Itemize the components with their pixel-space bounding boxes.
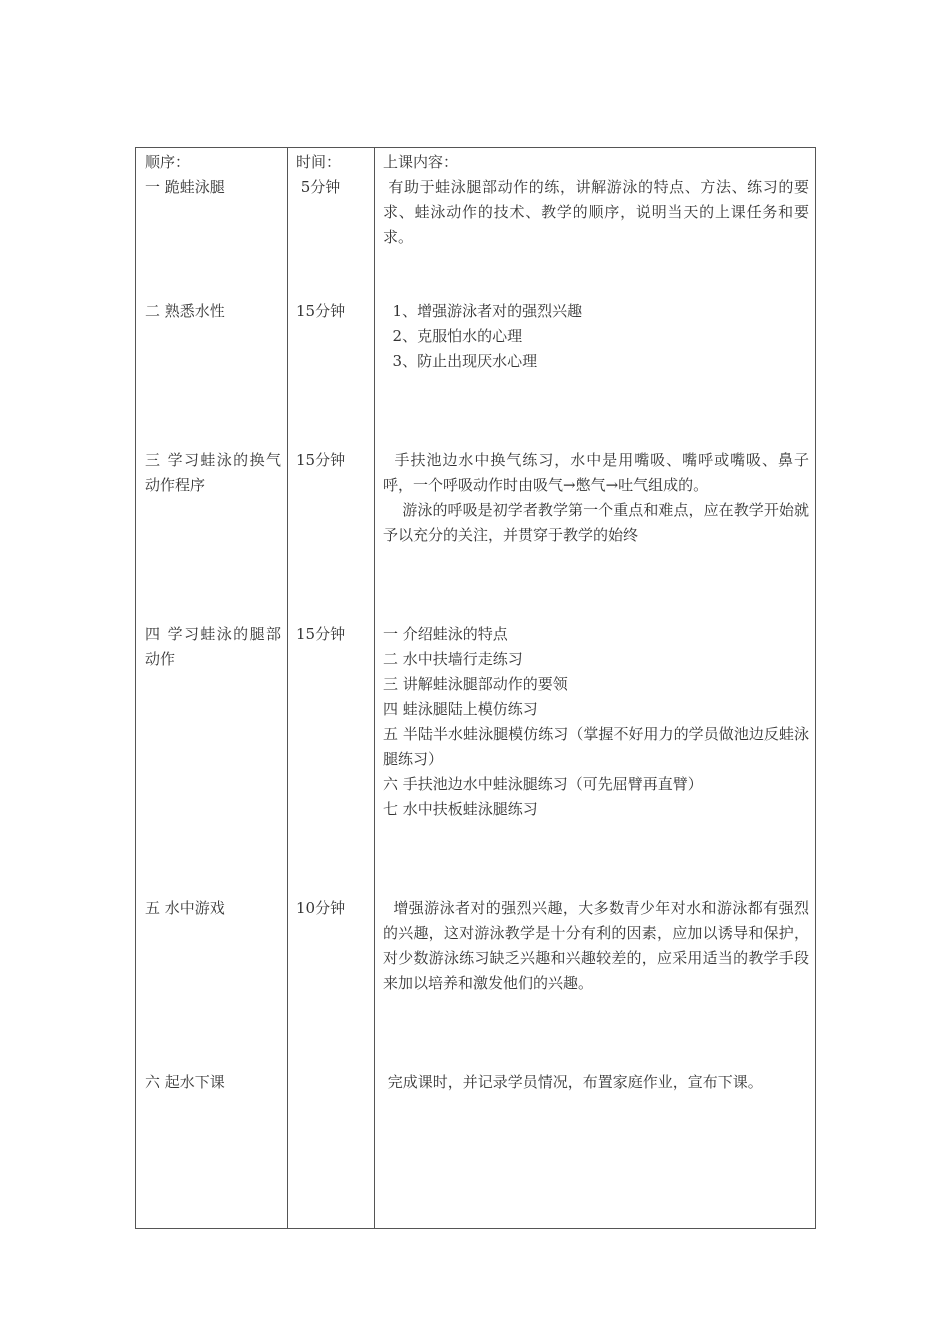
row-3-content xyxy=(383,448,809,548)
row-5-content: 增强游泳者对的强烈兴趣，大多数青少年对水和游泳都有强烈的兴趣，这对游泳教学是十分有利的因素，应加以诱导和保护，对少数游泳练习缺乏兴趣和兴趣较差的，应采用适当的教学手段来加以培养和激发他们的兴趣。 xyxy=(383,899,809,992)
content-line: 一 介绍蛙泳的特点 xyxy=(383,625,508,643)
row-3-time: 15分钟 xyxy=(296,451,346,469)
content-line: 六 手扶池边水中蛙泳腿练习（可先屈臂再直臂） xyxy=(383,775,703,793)
row-1-sequence: 一 跪蛙泳腿 xyxy=(145,178,225,196)
row-2-time: 15分钟 xyxy=(296,302,346,320)
content-line: 2、克服怕水的心理 xyxy=(383,327,523,345)
content-line: 三 讲解蛙泳腿部动作的要领 xyxy=(383,675,568,693)
column-divider xyxy=(374,148,375,1228)
row-2-sequence: 二 熟悉水性 xyxy=(145,302,225,320)
row-1-content: 有助于蛙泳腿部动作的练，讲解游泳的特点、方法、练习的要求、蛙泳动作的技术、教学的顺序，说明当天的上课任务和要求。 xyxy=(383,178,809,246)
content-line: 二 水中扶墙行走练习 xyxy=(383,650,523,668)
lesson-plan-table xyxy=(135,147,816,1229)
row-6-content: 完成课时，并记录学员情况，布置家庭作业，宣布下课。 xyxy=(383,1073,763,1091)
content-line: 五 半陆半水蛙泳腿模仿练习（掌握不好用力的学员做池边反蛙泳腿练习） xyxy=(383,725,809,768)
content-line: 七 水中扶板蛙泳腿练习 xyxy=(383,800,538,818)
row-4-time: 15分钟 xyxy=(296,625,346,643)
row-5-time: 10分钟 xyxy=(296,899,346,917)
row-3-sequence: 三 学习蛙泳的换气动作程序 xyxy=(145,451,281,494)
header-content: 上课内容： xyxy=(383,153,459,171)
row-4-sequence: 四 学习蛙泳的腿部动作 xyxy=(145,625,281,668)
row-1-time: 5分钟 xyxy=(296,178,341,196)
row-2-content xyxy=(383,299,809,374)
column-divider xyxy=(287,148,288,1228)
header-time: 时间： xyxy=(296,153,342,171)
content-line: 四 蛙泳腿陆上模仿练习 xyxy=(383,700,538,718)
content-paragraph: 手扶池边水中换气练习，水中是用嘴吸、嘴呼或嘴吸、鼻子呼，一个呼吸动作时由吸气→憋气→吐气组成的。 xyxy=(383,451,809,494)
row-6-sequence: 六 起水下课 xyxy=(145,1073,225,1091)
row-4-content xyxy=(383,622,809,822)
row-5-sequence: 五 水中游戏 xyxy=(145,899,225,917)
content-paragraph: 游泳的呼吸是初学者教学第一个重点和难点，应在教学开始就予以充分的关注，并贯穿于教学的始终 xyxy=(383,501,809,544)
header-sequence: 顺序： xyxy=(145,153,191,171)
content-line: 1、增强游泳者对的强烈兴趣 xyxy=(383,302,583,320)
content-line: 3、防止出现厌水心理 xyxy=(383,352,538,370)
